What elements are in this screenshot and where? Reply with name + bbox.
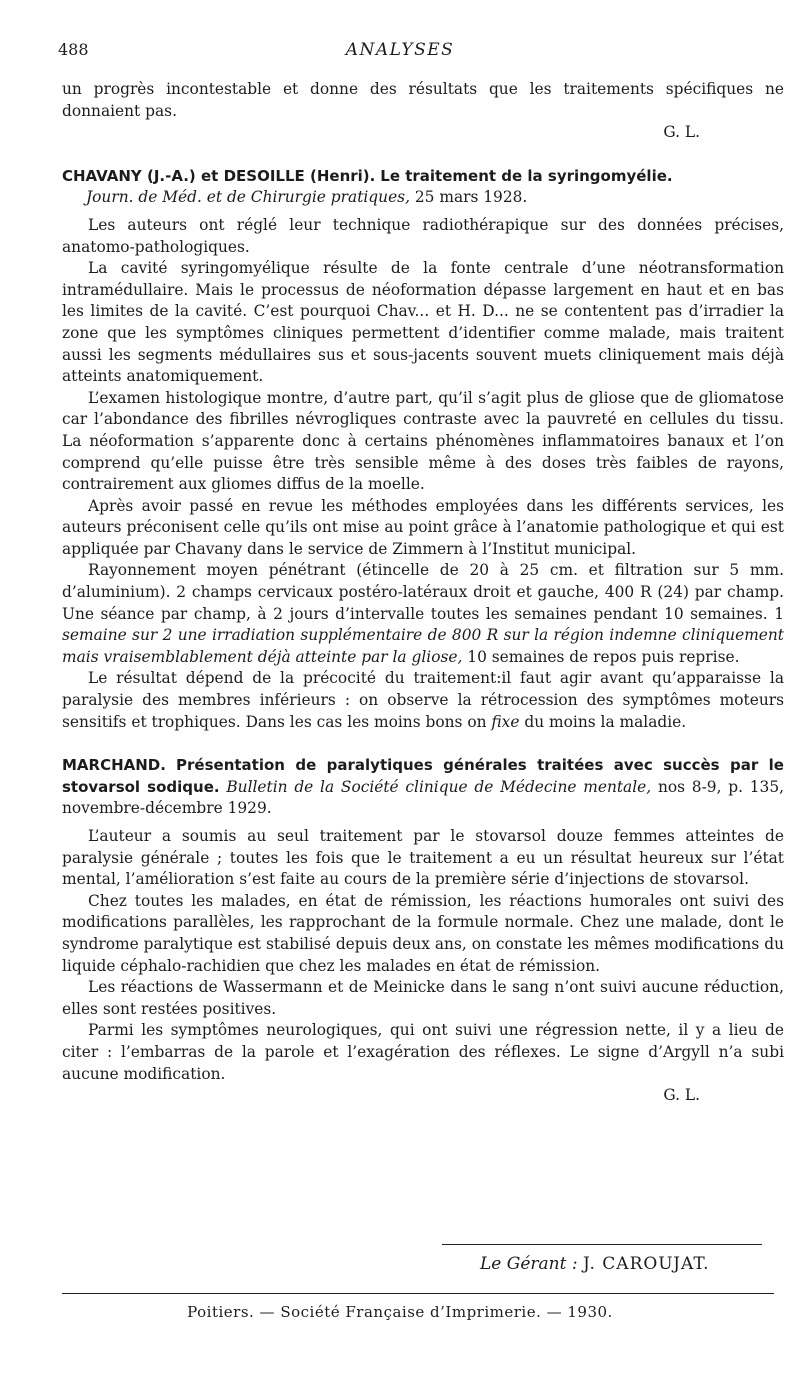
running-head: ANALYSES — [345, 40, 455, 60]
article-2-reference: nos 8-9, p. 135, novembre-décembre 1929. — [62, 777, 785, 818]
gerant-divider — [442, 1244, 762, 1245]
article-1-paragraph: L’examen histologique montre, d’autre part, qu’il s’agit plus de gliose que de gliomatose car l’abondance des fibrilles névrogliques contraste avec la pauvreté en cellules du tissu. La néoformation s’apparente donc à certains phénomènes inflammatoires banaux et l’on comprend qu’elle puisse être très sensible même à des doses très faibles de rayons, contrairement aux gliomes diffus de la moelle. — [62, 388, 784, 494]
gerant-line — [480, 1254, 710, 1274]
printer-divider — [62, 1293, 774, 1294]
article-1-body — [62, 215, 784, 733]
article-1-source: Journ. de Méd. et de Chirurgie pratiques, — [86, 188, 410, 207]
article-1-citation — [62, 187, 784, 209]
continuation-signature: G. L. — [663, 123, 700, 142]
article-1-paragraph-protocol — [62, 560, 784, 668]
protocol-italic-text: semaine sur 2 une irradiation supplémentaire de 800 R sur la région indemne cliniquement mais vraisemblablement déjà atteinte par la gliose, — [62, 626, 784, 666]
protocol-text-end: 10 semaines de repos puis reprise. — [467, 647, 740, 666]
article-1-paragraph-result — [62, 668, 784, 733]
article-1-title: Le traitement de la syringomyélie. — [380, 166, 673, 185]
article-2-paragraph: L’auteur a soumis au seul traitement par le stovarsol douze femmes atteintes de paralysie générale ; toutes les fois que le traitement a eu un résultat heureux sur l’état mental, l’amélioration s’est faite au cours de la première série d’injections de stovarsol. — [62, 827, 784, 889]
article-2-body — [62, 826, 784, 1107]
result-text: Le résultat dépend de la précocité du traitement:il faut agir avant qu’apparaisse la paralysie des membres inférieurs : on observe la rétrocession des symptômes moteurs sensitifs et trophiques. Dans les cas les moins bons on — [62, 669, 784, 731]
article-1-heading — [62, 166, 784, 209]
result-text-end: du moins la maladie. — [524, 712, 687, 731]
article-2-source: Bulletin de la Société clinique de Médecine mentale, — [226, 777, 652, 796]
article-2-authors: MARCHAND. — [62, 756, 166, 775]
page-body — [62, 79, 784, 1107]
article-2-paragraph-last: Parmi les symptômes neurologiques, qui ont suivi une régression nette, il y a lieu de citer : l’embarras de la parole et l’exagération des réflexes. Le signe d’Argyll n’a subi aucune modification. — [62, 1021, 784, 1083]
article-2-signature: G. L. — [663, 1086, 700, 1105]
article-2-heading — [62, 755, 784, 820]
article-1-paragraph: Après avoir passé en revue les méthodes employées dans les différents services, les auteurs préconisent celle qu’ils ont mise au point grâce à l’anatomie pathologique et qui est appliquée par Chavany dans le service de Zimmern à l’Institut municipal. — [62, 496, 784, 558]
article-1-authors: CHAVANY (J.-A.) et DESOILLE (Henri). — [62, 166, 376, 185]
protocol-text: Rayonnement moyen pénétrant (étincelle de 20 à 25 cm. et filtration sur 5 mm. d’aluminium). 2 champs cervicaux postéro-latéraux droit et gauche, 400 R (24) par champ. Une séance par champ, à 2 jours d’intervalle toutes les semaines pendant 10 semaines. 1 — [62, 561, 784, 623]
article-2-paragraph: Les réactions de Wassermann et de Meinicke dans le sang n’ont suivi aucune réduction, elles sont restées positives. — [62, 978, 784, 1018]
continuation-paragraph: un progrès incontestable et donne des résultats que les traitements spécifiques ne donnaient pas. — [62, 80, 784, 120]
article-1-paragraph: La cavité syringomyélique résulte de la fonte centrale d’une néotransformation intramédullaire. Mais le processus de néoformation dépasse largement en haut et en bas les limites de la cavité. C’est pourquoi Chav... et H. D... ne se contentent pas d’irradier la zone que les symptômes cliniques permettent d’identifier comme malade, mais traitent aussi les segments médullaires sus et sous-jacents souvent muets cliniquement mais déjà atteints anatomiquement. — [62, 259, 784, 386]
gerant-label: Le Gérant : — [480, 1254, 578, 1274]
page-number: 488 — [58, 40, 89, 59]
gerant-name: J. CAROUJAT. — [582, 1254, 710, 1274]
article-2-paragraph: Chez toutes les malades, en état de rémission, les réactions humorales ont suivi des modifications parallèles, les rapprochant de la formule normale. Chez une malade, dont le syndrome paralytique est stabilisé depuis deux ans, on constate les mêmes modifications du liquide céphalo-rachidien que chez les malades en état de rémission. — [62, 891, 784, 975]
article-1-paragraph: Les auteurs ont réglé leur technique radiothérapique sur des données précises, anatomo-pathologiques. — [62, 215, 784, 256]
printer-imprint: Poitiers. — Société Française d’Imprimerie. — 1930. — [187, 1303, 613, 1321]
article-2-title: Présentation de paralytiques générales traitées avec succès par le stovarsol sodique. — [62, 756, 784, 796]
article-1-date: 25 mars 1928. — [414, 188, 528, 207]
result-italic-word: fixe — [491, 712, 520, 731]
